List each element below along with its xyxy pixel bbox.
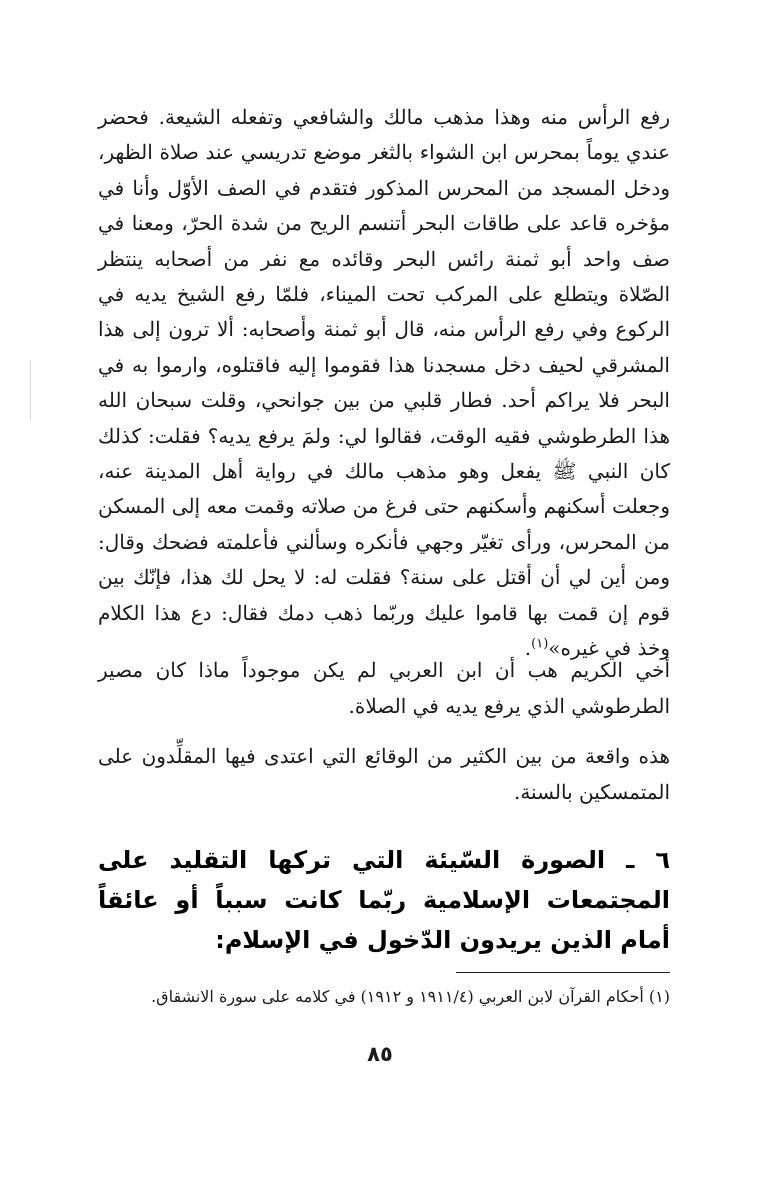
section-heading: ٦ ـ الصورة السّيئة التي تركها التقليد على المجتمعات الإسلامية ربّما كانت سبباً أو عائقاً أمام الذين يريدون الدّخول في الإسلام: xyxy=(98,846,670,954)
footnote: (١) أحكام القرآن لابن العربي (١٩١١/٤ و ١٩١٢) في كلامه على سورة الانشقاق. xyxy=(151,987,670,1006)
footnote-reference: (١) xyxy=(531,636,549,652)
footnote-divider xyxy=(456,972,670,973)
margin-mark xyxy=(30,360,31,420)
paragraph-3: هذه واقعة من بين الكثير من الوقائع التي اعتدى فيها المقلِّدون على المتمسكين بالسنة. xyxy=(98,744,670,804)
main-paragraph-end: . xyxy=(524,636,532,661)
main-paragraph-text: رفع الرأس منه وهذا مذهب مالك والشافعي وتفعله الشيعة. فحضر عندي يوماً بمحرس ابن الشواء بالثغر موضع تدريسي عند صلاة الظهر، ودخل المسجد من المحرس المذكور فتقدم في الصف الأوّل وأنا في مؤخره قاعد على طاقات البحر أتنسم الريح من شدة الحرّ، ومعنا في صف واحد أبو ثمنة رائس البحر وقائده مع نفر من أصحابه ينتظر الصّلاة ويتطلع على المركب تحت الميناء، فلمّا رفع الشيخ يديه في الركوع وفي رفع الرأس منه، قال أبو ثمنة وأصحابه: ألا ترون إلى هذا المشرقي لحيف دخل مسجدنا هذا فقوموا إليه فاقتلوه، وارموا به في البحر فلا يراكم أحد. فطار قلبي من بين جوانحي، وقلت سبحان الله هذا الطرطوشي فقيه الوقت، فقالوا لي: ولمَ يرفع يديه؟ فقلت: كذلك كان النبي ﷺ يفعل وهو مذهب مالك في رواية أهل المدينة عنه، وجعلت أسكنهم وأسكنهم حتى فرغ من صلاته وقمت معه إلى المسكن من المحرس، ورأى تغيّر وجهي فأنكره وسألني فأعلمته فضحك وقال: ومن أين لي أن أقتل على سنة؟ فقلت له: لا يحل لك هذا، فإنّك بين قوم إن قمت بها قاموا عليك وربّما ذهب دمك فقال: دع هذا الكلام وخذ في غيره» xyxy=(98,105,671,661)
paragraph-2: أخي الكريم هب أن ابن العربي لم يكن موجوداً ماذا كان مصير الطرطوشي الذي يرفع يديه في الصلاة. xyxy=(98,658,670,718)
main-paragraph xyxy=(98,100,670,667)
page-number: ٨٥ xyxy=(367,1042,393,1066)
